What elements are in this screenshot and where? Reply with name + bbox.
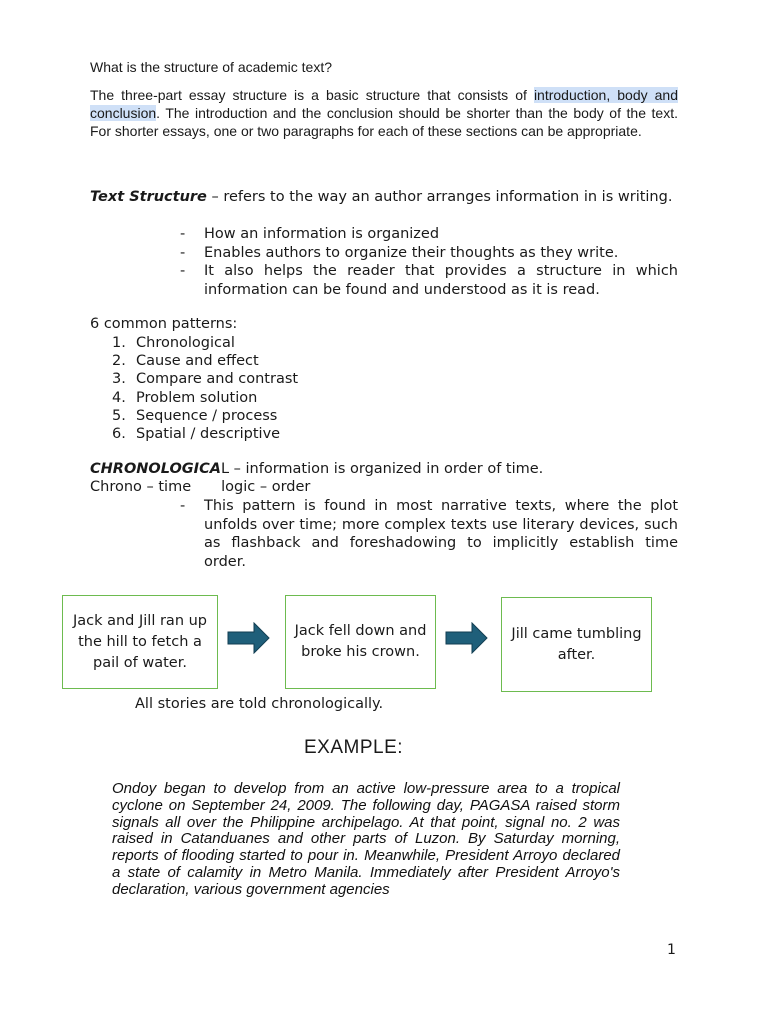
flow-box-3 xyxy=(501,597,652,692)
example-title: EXAMPLE: xyxy=(304,737,404,758)
item-number: 1. xyxy=(112,335,126,351)
list-item xyxy=(112,407,298,425)
heading-question: What is the structure of academic text? xyxy=(90,59,332,75)
page-number: 1 xyxy=(667,942,676,958)
list-item xyxy=(112,370,298,388)
item-label: Cause and effect xyxy=(136,353,259,370)
chronological-bullets xyxy=(180,497,678,571)
intro-text-start: The three-part essay structure is a basic structure that consists of xyxy=(90,87,534,103)
right-arrow-icon xyxy=(445,622,488,654)
bullet-text: This pattern is found in most narrative texts, where the plot unfolds over time; more complex texts use literary devices, such as flashback and foreshadowing to implicitly establish time order. xyxy=(204,498,678,570)
example-text: Ondoy began to develop from an active low-pressure area to a tropical cyclone on September 24, 2009. The following day, PAGASA raised storm signals all over the Philippine archipelago. At that point, signal no. 2 was raised in Catanduanes and other parts of Luzon. By Saturday morning, reports of flooding started to pour in. Meanwhile, President Arroyo declared a state of calamity in Metro Manila. Immediately after President Arroyo's declaration, various government agencies xyxy=(112,780,620,898)
item-label: Chronological xyxy=(136,335,235,351)
text-structure-definition-text: – refers to the way an author arranges information in is writing. xyxy=(206,189,673,205)
patterns-title: 6 common patterns: xyxy=(90,316,238,332)
item-label: Problem solution xyxy=(136,389,258,406)
chronological-term: CHRONOLOGICA xyxy=(90,461,221,477)
list-item: - It also helps the reader that provides a structure in which information can be found and understood as it is read. xyxy=(180,263,678,298)
chronological-etymology xyxy=(90,479,310,495)
list-item xyxy=(112,334,298,352)
bullet-text: It also helps the reader that provides a structure in which information can be found and understood as it is read. xyxy=(204,263,678,298)
item-number: 6. xyxy=(112,426,126,443)
list-item: - How an information is organized xyxy=(180,226,440,242)
list-item xyxy=(112,425,298,443)
etymology-logic: logic – order xyxy=(221,479,311,495)
text-structure-term: Text Structure xyxy=(90,189,207,205)
text-structure-definition xyxy=(90,188,678,207)
patterns-list xyxy=(112,334,298,443)
right-arrow-icon xyxy=(227,622,270,654)
flow-box-2 xyxy=(285,595,436,689)
flow-box-text: Jack fell down and broke his crown. xyxy=(294,623,427,660)
item-number: 5. xyxy=(112,407,126,424)
list-item: - Enables authors to organize their thoughts as they write. xyxy=(180,244,619,261)
list-item: - This pattern is found in most narrative texts, where the plot unfolds over time; more complex texts use literary devices, such as flashback and foreshadowing to implicitly establish time order. xyxy=(180,498,678,570)
flow-box-text: Jack and Jill ran up the hill to fetch a pail of water. xyxy=(72,612,208,671)
item-label: Compare and contrast xyxy=(136,371,299,388)
item-number: 2. xyxy=(112,353,126,370)
chronological-definition xyxy=(90,461,543,477)
bullet-text: Enables authors to organize their thoughts as they write. xyxy=(204,244,619,261)
item-label: Sequence / process xyxy=(136,407,278,424)
list-item xyxy=(112,352,298,370)
item-number: 4. xyxy=(112,389,126,406)
text-structure-bullets xyxy=(180,225,678,299)
chronological-definition-text: L – information is organized in order of time. xyxy=(220,461,544,477)
flow-box-text: Jill came tumbling after. xyxy=(511,625,642,663)
intro-paragraph xyxy=(90,86,678,140)
etymology-chrono: Chrono – time xyxy=(90,479,192,495)
intro-highlight: introduction, body and conclusion xyxy=(90,87,679,121)
flow-box-1 xyxy=(62,595,218,689)
item-number: 3. xyxy=(112,371,126,388)
flow-caption: All stories are told chronologically. xyxy=(135,696,384,712)
item-label: Spatial / descriptive xyxy=(136,426,281,443)
list-item xyxy=(112,389,298,407)
bullet-text: How an information is organized xyxy=(204,226,440,242)
intro-text-end: . The introduction and the conclusion should be shorter than the body of the text. For shorter essays, one or two paragraphs for each of these sections can be appropriate. xyxy=(90,105,678,139)
